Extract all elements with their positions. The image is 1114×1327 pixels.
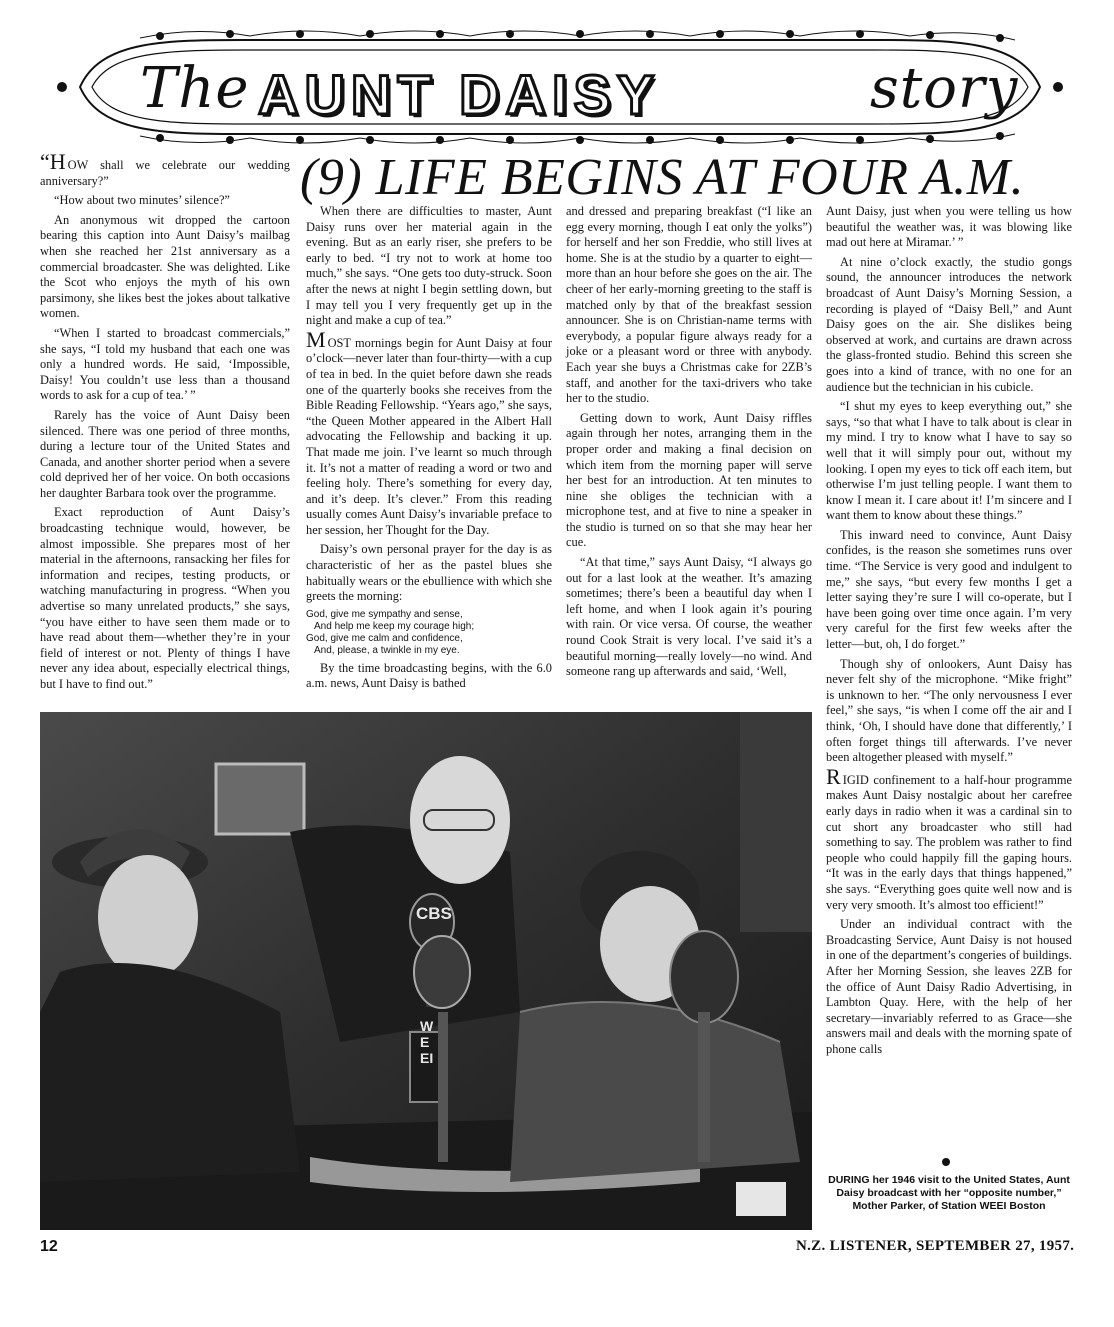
text-column-4	[826, 204, 1072, 1061]
paragraph: “How about two minutes’ silence?”	[54, 193, 230, 208]
paragraph: Exact reproduction of Aunt Daisy’s broadcasting technique would, however, be almost impossible. She prepares most of her material in the afternoons, ransacking her files for information and recipes, testing products, or watching manufacturing in progress. “When you advertise so many unrelated products,” she says, “you have either to have seen them made or to have read about them—whether they’re in your field of interest or not. Plenty of things I have never any idea about, especially electrical things, but I have to find out.”	[40, 505, 290, 691]
text-column-2	[306, 204, 552, 696]
drop-cap: M	[306, 326, 326, 352]
paragraph: Rarely has the voice of Aunt Daisy been silenced. There was one period of three months, during a lecture tour of the United States and Canada, and another shorter period when a severe cold deprived her of her voice. On both occasions her daughter Barbara took over the programme.	[40, 407, 290, 500]
paragraph: An anonymous wit dropped the cartoon bearing this caption into Aunt Daisy’s mailbag when she reached her 21st anniversary as a commercial broadcaster. She was delighted. Like the Scot who enjoys the myth of his own parsimony, she likes best the jokes about talkative women.	[40, 212, 290, 321]
section-paragraph	[826, 763, 1072, 913]
paragraph-text: OW shall we celebrate our wedding anniversary?”	[40, 158, 290, 188]
paragraph: By the time broadcasting begins, with the 6.0 a.m. news, Aunt Daisy is bathed	[306, 660, 552, 691]
weei-mic-label: WEEI	[420, 1018, 434, 1066]
article-headline: (9) LIFE BEGINS AT FOUR A.M.	[300, 149, 1025, 206]
paragraph: Though shy of onlookers, Aunt Daisy has never felt shy of the microphone. “Mike fright” is unknown to her. “The only nervousness I ever feel,” she says, “is when I come off the air and I think, ‘Oh, I should have done that differently,’ I often forget things till afterwards. I’ve never been altogether pleased with myself.”	[826, 656, 1072, 765]
banner-suffix: story	[870, 56, 1019, 121]
verse-line: And, please, a twinkle in my eye.	[314, 644, 460, 656]
drop-cap: R	[826, 763, 841, 789]
banner-prefix: The	[140, 56, 250, 121]
paragraph: Getting down to work, Aunt Daisy riffles again through her notes, arranging them in the proper order and making a final decision on which item from the morning paper will serve her best for an introduction. At ten minutes to nine she obliges the technician with a microphone test, and at five to nine a speaker in the studio is turned on so that she may hear her cue.	[566, 410, 812, 550]
paragraph: “At that time,” says Aunt Daisy, “I always go out for a last look at the weather. It’s amazing sometimes; there’s been a beautiful day when I left home, and when I look again it’s pouring with rain. Or vice versa. Of course, the weather round Cook Strait is very local. I’ve said it’s a beautiful morning—really lovely—no wind. And someone rang up afterwards and said, ‘Well,	[566, 555, 812, 679]
prayer-verse	[306, 609, 552, 657]
paragraph: “I shut my eyes to keep everything out,” she says, “so that what I have to talk about is clear in my mind. I try to know what I have to say so well that it will simply pour out, without my looking. I open my eyes to tick off each item, but otherwise I’m just telling people. I want them to know I mean it. I care about it! I’m sincere and I want them to know about these things.”	[826, 399, 1072, 523]
paragraph: At nine o’clock exactly, the studio gongs sound, the announcer introduces the network broadcast of Aunt Daisy’s Morning Session, a recording is played of “Daisy Bell,” and Aunt Daisy goes on the air. She dislikes being observed at work, and curtains are drawn across the glass-fronted studio. Behind this screen she goes into a kind of trance, with no one for an audience but the technician in his cubicle.	[826, 254, 1072, 394]
photo-caption: DURING her 1946 visit to the United States, Aunt Daisy broadcast with her “opposite number,” Mother Parker, of Station WEEI Boston	[828, 1174, 1070, 1212]
paragraph: Under an individual contract with the Broadcasting Service, Aunt Daisy is not housed in one of the department’s congeries of buildings. After her Morning Session, she leaves 2ZB for the office of Aunt Daisy Radio Advertising, in Lambton Quay. Here, with the help of her secretary—invariably referred to as Grace—she answers mail and deals with the morning spate of phone calls	[826, 917, 1072, 1056]
paragraph: Daisy’s own personal prayer for the day is as characteristic of her as the pastel blues she habitually wears or the ebullience with which she greets the morning:	[306, 542, 552, 604]
caption-bullet-icon	[942, 1158, 950, 1166]
verse-line: God, give me calm and confidence,	[306, 632, 463, 644]
verse-line: And help me keep my courage high;	[314, 620, 475, 632]
banner-title: AUNT DAISY	[258, 63, 661, 126]
paragraph: Aunt Daisy, just when you were telling us how beautiful the weather was, it was blowing like mad out here at Miramar.’ ”	[826, 204, 1072, 250]
paragraph: When there are difficulties to master, Aunt Daisy runs over her material again in the evening. But as an early riser, she prefers to be early to bed. “I try not to work at home too much,” she says. “One gets too duty-struck. Soon after the news at night I begin settling down, but I may tell you I very frequently get up in the night and make a cup of tea.”	[306, 204, 552, 328]
text-column-3	[566, 204, 812, 684]
section-paragraph	[306, 326, 552, 539]
paragraph: and dressed and preparing breakfast (“I like an egg every morning, though I eat only the yolks”) for herself and her son Freddie, who still lives at home. She is at the studio by a quarter to eight—more than an hour before she goes on the air. The cheer of her early-morning greeting to the staff is matched only by that of the breakfast session announcer. She is on Christian-name terms with everybody, a popular figure always ready for a joke or a pleasant word or three with anybody. Each year she buys a Christmas cake for 2ZB’s staff, and another for the taxi-drivers who take her to the studio.	[566, 204, 812, 406]
paragraph: This inward need to convince, Aunt Daisy confides, is the reason she sometimes runs over time. “The Service is very good and indulgent to me,” she says, “but every few months I get a letter saying they’re sure I will co-operate, but I have been going over time once again. I’m very very careful for the first few weeks after the letter—but, oh, I do forget.”	[826, 527, 1072, 652]
publication-footer: N.Z. LISTENER, SEPTEMBER 27, 1957.	[796, 1238, 1075, 1254]
page-number: 12	[40, 1238, 58, 1255]
broadcast-photo-icon	[40, 712, 812, 1230]
paragraph-text: OST mornings begin for Aunt Daisy at four o’clock—never later than four-thirty—with a cup of tea in bed. In the quiet before dawn she reads one of the quarterly books she receives from the Bible Reading Fellowship. “Years ago,” she says, “the Queen Mother appeared in the Albert Hall advocating the Fellowship and backing it up. That made me join. I’ve learnt so much through it. It’s not a matter of reading a word or two and feeling holy. There’s something for every day, and it’s deep. It’s clever.” From this reading usually comes Aunt Daisy’s invariable preface to her session, her Thought for the Day.	[306, 335, 552, 537]
series-banner	[40, 22, 1080, 152]
verse-line: God, give me sympathy and sense,	[306, 608, 463, 620]
opening-paragraph	[40, 149, 290, 189]
paragraph: “When I started to broadcast commercials,” she says, “I told my husband that each one was only a hundred words. He said, ‘Impossible, Daisy! You couldn’t use less than a thousand words to ask for a cup of tea.’ ”	[40, 325, 290, 403]
paragraph-text: IGID confinement to a half-hour programme makes Aunt Daisy nostalgic about her carefree early days in radio when it was a cardinal sin to cut short any broadcaster who still had something to say. The problem was rather to find people who could happily fill the gaping hours. “It was in the early days that things happened,” she says. “Everything goes quite well now and is very very smooth. It’s almost too efficient!”	[826, 772, 1072, 912]
text-column-1	[40, 149, 290, 697]
cbs-mic-label: CBS	[416, 904, 452, 923]
studio-photograph	[40, 712, 812, 1230]
drop-cap: “H	[40, 149, 66, 174]
